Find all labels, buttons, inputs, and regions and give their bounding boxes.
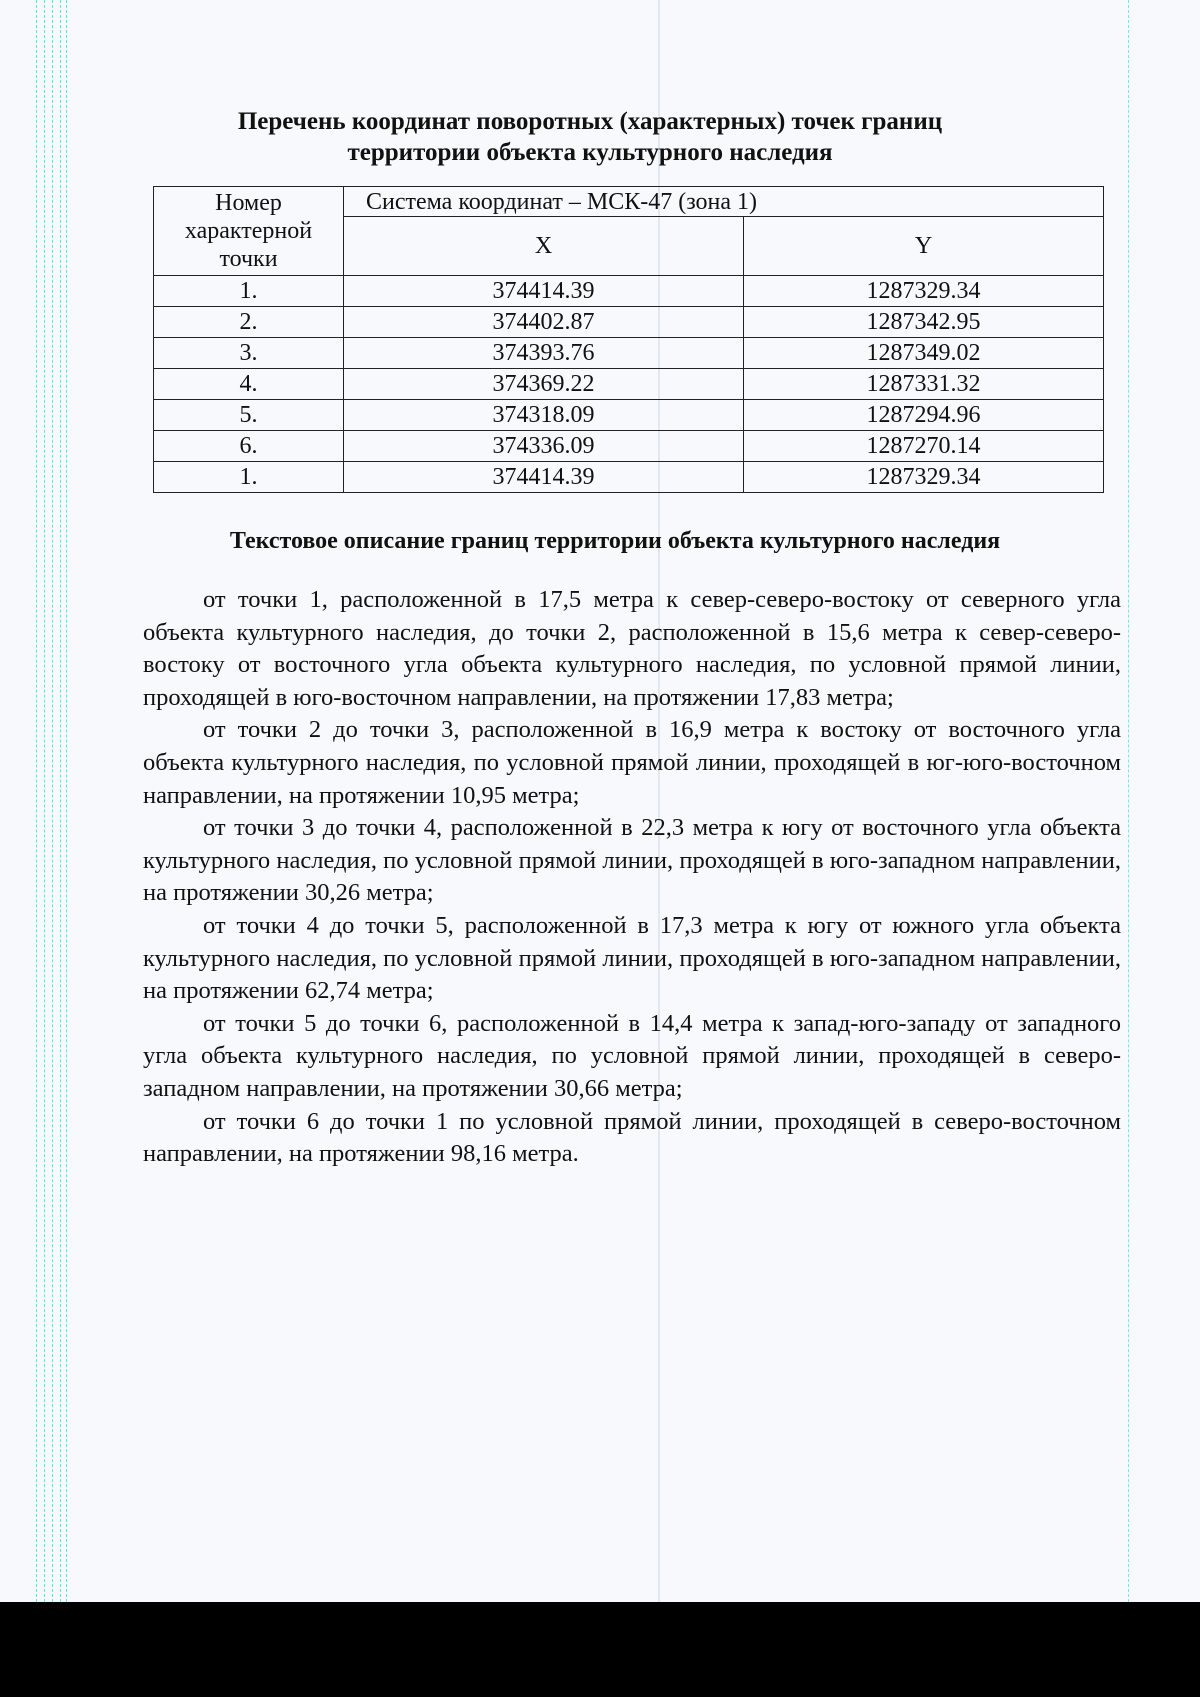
table-row (154, 276, 1104, 307)
x-value: 374369.22 (344, 369, 744, 400)
scan-edge-line (60, 0, 61, 1602)
y-value: 1287349.02 (744, 338, 1104, 369)
x-value: 374393.76 (344, 338, 744, 369)
scan-edge-line (52, 0, 53, 1602)
description-paragraph: от точки 2 до точки 3, расположенной в 16,9 метра к востоку от восточного угла объекта культурного наследия, по условной прямой линии, проходящей в юг-юго-восточном направлении, на протяжении 10,95 метра; (143, 716, 1121, 809)
section-title: Текстовое описание границ территории объекта культурного наследия (229, 528, 1001, 554)
point-number: 6. (154, 431, 344, 462)
y-value: 1287270.14 (744, 431, 1104, 462)
point-number: 1. (154, 462, 344, 493)
y-header: Y (744, 217, 1104, 276)
y-value: 1287294.96 (744, 400, 1104, 431)
point-number: 2. (154, 307, 344, 338)
scan-edge-line (44, 0, 45, 1602)
description-paragraph: от точки 3 до точки 4, расположенной в 22,3 метра к югу от восточного угла объекта культурного наследия, по условной прямой линии, проходящей в юго-западном направлении, на протяжении 30,26 метра; (143, 814, 1121, 907)
boundary-description (143, 584, 1121, 1171)
x-value: 374336.09 (344, 431, 744, 462)
description-paragraph: от точки 6 до точки 1 по условной прямой линии, проходящей в северо-восточном направлении, на протяжении 98,16 метра. (143, 1107, 1121, 1168)
table-row (154, 462, 1104, 493)
document-title (200, 106, 980, 168)
point-number: 4. (154, 369, 344, 400)
coordinates-table (153, 186, 1104, 493)
description-paragraph: от точки 5 до точки 6, расположенной в 14,4 метра к запад-юго-западу от западного угла объекта культурного наследия, по условной прямой линии, проходящей в северо-западном направлении, на протяжении 30,66 метра; (143, 1009, 1121, 1102)
y-value: 1287331.32 (744, 369, 1104, 400)
description-paragraph: от точки 4 до точки 5, расположенной в 17,3 метра к югу от южного угла объекта культурного наследия, по условной прямой линии, проходящей в юго-западном направлении, на протяжении 62,74 метра; (143, 911, 1121, 1005)
point-number-header: Номер характерной точки (154, 187, 344, 276)
point-number: 3. (154, 338, 344, 369)
y-value: 1287329.34 (744, 276, 1104, 307)
x-header: X (344, 217, 744, 276)
table-row (154, 400, 1104, 431)
point-number: 5. (154, 400, 344, 431)
x-value: 374414.39 (344, 462, 744, 493)
x-value: 374318.09 (344, 400, 744, 431)
title-line: территории объекта культурного наследия (347, 139, 833, 166)
title-line: Перечень координат поворотных (характерных) точек границ (237, 108, 943, 135)
table-row (154, 338, 1104, 369)
x-value: 374414.39 (344, 276, 744, 307)
scan-edge-line (36, 0, 37, 1602)
table-row (154, 431, 1104, 462)
table-row (154, 369, 1104, 400)
coord-system-header: Система координат – МСК-47 (зона 1) (344, 187, 1104, 217)
x-value: 374402.87 (344, 307, 744, 338)
y-value: 1287329.34 (744, 462, 1104, 493)
y-value: 1287342.95 (744, 307, 1104, 338)
table-header-row (154, 187, 1104, 217)
description-paragraph: от точки 1, расположенной в 17,5 метра к север-северо-востоку от северного угла объекта культурного наследия, до точки 2, расположенной в 15,6 метра к север-северо-востоку от восточного угла объекта культурного наследия, по условной прямой линии, проходящей в юго-восточном направлении, на протяжении 17,83 метра; (143, 586, 1121, 711)
point-number: 1. (154, 276, 344, 307)
table-row (154, 307, 1104, 338)
scan-edge-line (1128, 0, 1129, 1602)
scan-edge-line (66, 0, 67, 1602)
